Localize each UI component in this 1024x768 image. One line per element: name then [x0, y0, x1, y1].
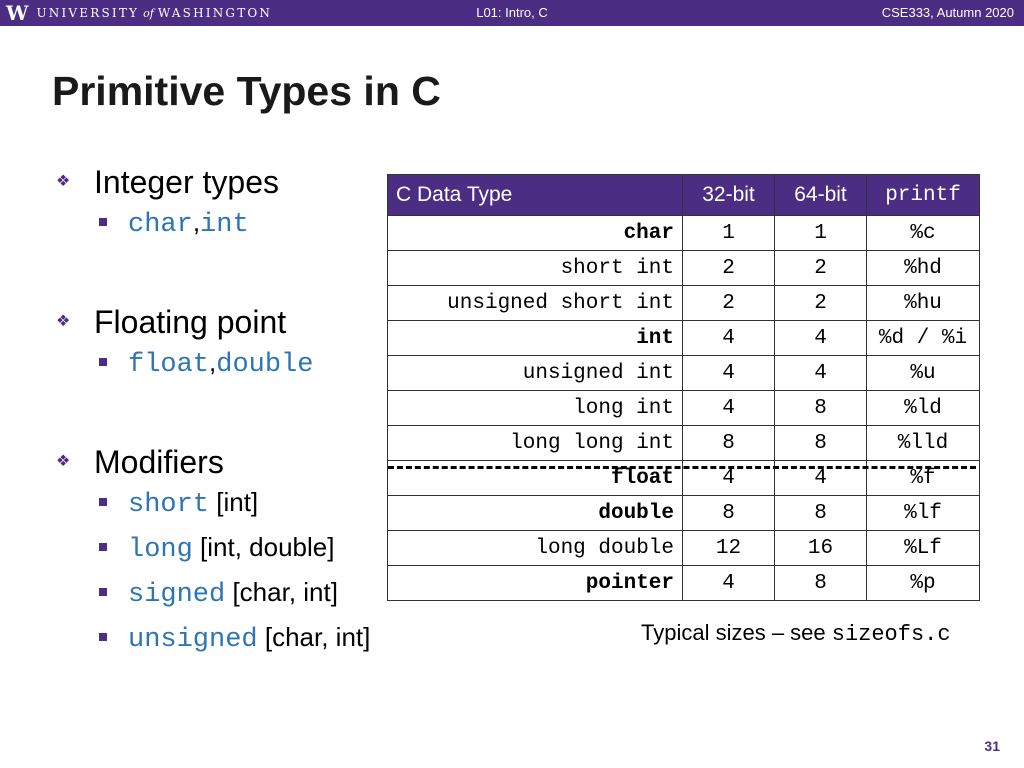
square-bullet-icon [99, 358, 107, 366]
header-printf: printf [867, 175, 980, 216]
size-64bit-cell: 4 [775, 356, 867, 391]
heading-text: Integer types [94, 164, 279, 200]
type-cell: char [388, 216, 683, 251]
header-32bit: 32-bit [683, 175, 775, 216]
code-text: char [128, 210, 193, 240]
square-bullet-icon [99, 498, 107, 506]
size-64bit-cell: 8 [775, 391, 867, 426]
data-types-table [387, 174, 980, 601]
sub-bullet [56, 572, 386, 617]
code-text: float [128, 350, 210, 380]
size-32bit-cell: 2 [683, 251, 775, 286]
dashed-divider [388, 466, 976, 469]
type-cell: unsigned int [388, 356, 683, 391]
printf-format-cell: %hu [867, 286, 980, 321]
header-bar [0, 0, 1024, 26]
caption-code: sizeofs.c [831, 622, 951, 647]
table-row [388, 426, 980, 461]
size-64bit-cell: 8 [775, 496, 867, 531]
type-cell: long long int [388, 426, 683, 461]
type-cell: unsigned short int [388, 286, 683, 321]
bullet-floating-point [56, 302, 386, 342]
wordmark-of: of [143, 7, 154, 20]
size-32bit-cell: 4 [683, 356, 775, 391]
type-cell: long double [388, 531, 683, 566]
table-row [388, 321, 980, 356]
code-text: int [200, 210, 249, 240]
plain-text: [int] [216, 487, 259, 517]
sub-bullet [56, 617, 386, 662]
sub-bullet [56, 527, 386, 572]
table-row [388, 531, 980, 566]
plain-text: [char, int] [232, 577, 338, 607]
table-header-row [388, 175, 980, 216]
size-64bit-cell: 4 [775, 461, 867, 496]
size-32bit-cell: 4 [683, 461, 775, 496]
diamond-bullet-icon: ❖ [56, 173, 71, 190]
code-text: double [216, 350, 314, 380]
table-row [388, 496, 980, 531]
square-bullet-icon [99, 633, 107, 641]
printf-format-cell: %f [867, 461, 980, 496]
table-row [388, 391, 980, 426]
heading-text: Modifiers [94, 444, 224, 480]
printf-format-cell: %u [867, 356, 980, 391]
page-number: 31 [984, 738, 1000, 754]
bullet-list [56, 162, 386, 662]
table-row [388, 251, 980, 286]
size-32bit-cell: 12 [683, 531, 775, 566]
printf-format-cell: %d / %i [867, 321, 980, 356]
course-label: CSE333, Autumn 2020 [881, 5, 1014, 20]
separator: , [192, 207, 201, 237]
spacer [56, 382, 386, 442]
slide-title: Primitive Types in C [52, 68, 441, 114]
wordmark-part1: UNIVERSITY [36, 6, 140, 20]
diamond-bullet-icon: ❖ [56, 453, 71, 470]
table-body [388, 216, 980, 601]
size-64bit-cell: 8 [775, 426, 867, 461]
sub-bullet [56, 482, 386, 527]
table-row [388, 216, 980, 251]
sub-bullet [56, 202, 386, 242]
type-cell: double [388, 496, 683, 531]
size-32bit-cell: 2 [683, 286, 775, 321]
size-64bit-cell: 2 [775, 286, 867, 321]
table-row [388, 286, 980, 321]
code-text: unsigned [128, 625, 258, 655]
size-64bit-cell: 1 [775, 216, 867, 251]
type-cell: int [388, 321, 683, 356]
printf-format-cell: %hd [867, 251, 980, 286]
header-data-type: C Data Type [388, 175, 683, 216]
bullet-modifiers [56, 442, 386, 482]
lecture-title: L01: Intro, C [476, 5, 548, 20]
sub-bullet [56, 342, 386, 382]
square-bullet-icon [99, 218, 107, 226]
code-text: signed [128, 580, 226, 610]
caption [641, 620, 951, 647]
printf-format-cell: %ld [867, 391, 980, 426]
header-64bit: 64-bit [775, 175, 867, 216]
size-32bit-cell: 8 [683, 496, 775, 531]
type-cell: float [388, 461, 683, 496]
caption-text: Typical sizes – see [641, 620, 832, 645]
square-bullet-icon [99, 588, 107, 596]
square-bullet-icon [99, 543, 107, 551]
wordmark-part2: WASHINGTON [157, 6, 273, 20]
printf-format-cell: %Lf [867, 531, 980, 566]
printf-format-cell: %p [867, 566, 980, 601]
size-64bit-cell: 4 [775, 321, 867, 356]
table-row [388, 566, 980, 601]
size-32bit-cell: 8 [683, 426, 775, 461]
type-cell: short int [388, 251, 683, 286]
size-32bit-cell: 4 [683, 566, 775, 601]
printf-format-cell: %lld [867, 426, 980, 461]
separator: , [209, 347, 217, 377]
size-32bit-cell: 4 [683, 321, 775, 356]
printf-format-cell: %lf [867, 496, 980, 531]
type-cell: long int [388, 391, 683, 426]
spacer [56, 242, 386, 302]
size-64bit-cell: 16 [775, 531, 867, 566]
type-cell: pointer [388, 566, 683, 601]
table-row [388, 356, 980, 391]
heading-text: Floating point [94, 304, 287, 340]
size-32bit-cell: 4 [683, 391, 775, 426]
size-32bit-cell: 1 [683, 216, 775, 251]
size-64bit-cell: 2 [775, 251, 867, 286]
bullet-integer-types [56, 162, 386, 202]
printf-format-cell: %c [867, 216, 980, 251]
uw-w-logo-icon: W [6, 1, 29, 25]
plain-text: [int, double] [200, 532, 335, 562]
diamond-bullet-icon: ❖ [56, 313, 71, 330]
size-64bit-cell: 8 [775, 566, 867, 601]
code-text: short [128, 490, 210, 520]
plain-text: [char, int] [264, 622, 371, 652]
code-text: long [128, 535, 193, 565]
